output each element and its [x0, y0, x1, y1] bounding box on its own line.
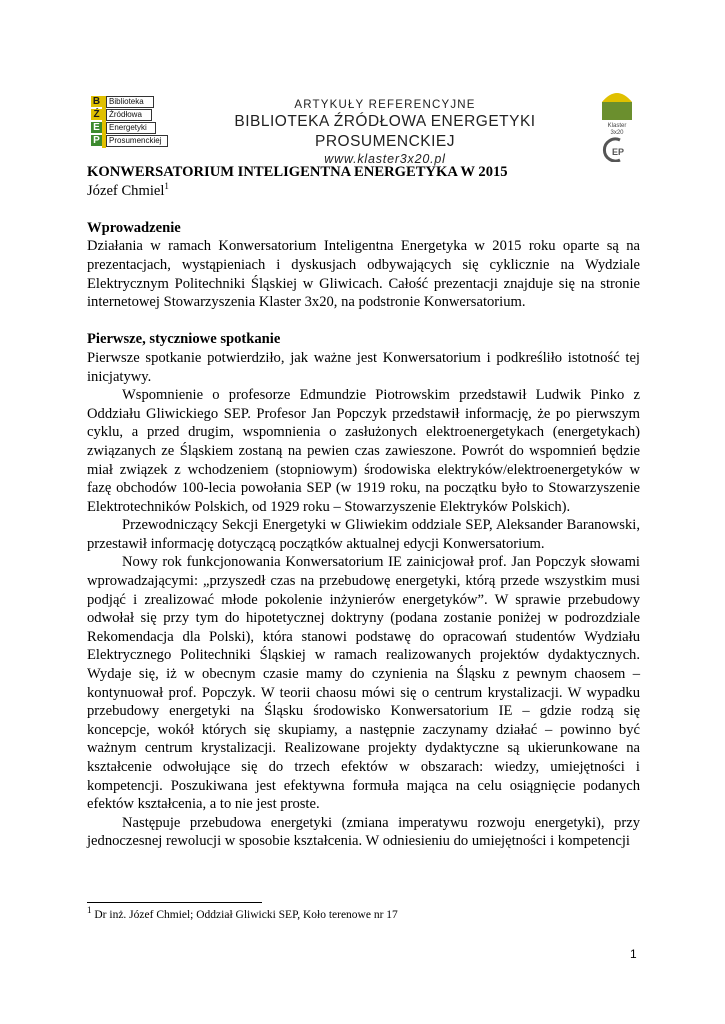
logo-row: [88, 122, 170, 133]
footnote-ref: 1: [164, 180, 169, 191]
header-website: www.klaster3x20.pl: [324, 152, 446, 166]
logo-letter: P: [91, 135, 102, 146]
logo-row: [88, 109, 170, 120]
logo-letter: E: [91, 122, 102, 133]
author-line: [87, 182, 640, 201]
ep-text: EP: [611, 147, 625, 157]
logo-word: Biblioteka: [106, 96, 154, 108]
footnote-text: Dr inż. Józef Chmiel; Oddział Gliwicki SEP, Koło terenowe nr 17: [91, 909, 398, 921]
section-heading: Pierwsze, styczniowe spotkanie: [87, 331, 281, 348]
header-line-1: ARTYKUŁY REFERENCYJNE: [294, 99, 476, 111]
author-name: Józef Chmiel: [87, 182, 165, 199]
klaster-logo: [600, 86, 634, 162]
footnote-marker: 1: [87, 905, 92, 916]
paragraph: Pierwsze spotkanie potwierdziło, jak ważne jest Konwersatorium i podkreśliło istotność tej inicjatywy.: [87, 349, 640, 385]
klaster-text: Klaster: [607, 123, 627, 129]
page-number: 1: [630, 947, 637, 961]
footnote-separator: [87, 902, 262, 903]
logo-word: Prosumenckiej: [106, 135, 168, 147]
page-header: [88, 92, 638, 166]
header-titles: [180, 92, 590, 167]
footnote: [87, 905, 398, 922]
bzep-logo: [88, 96, 170, 148]
header-line-2: BIBLIOTEKA ŹRÓDŁOWA ENERGETYKI PROSUMENCKIEJ: [234, 113, 536, 150]
document-body: [87, 163, 640, 851]
logo-letter: B: [92, 96, 101, 107]
paragraph: Nowy rok funkcjonowania Konwersatorium IE zainicjował prof. Jan Popczyk słowami wprowadzającymi: „przyszedł czas na przebudowę energetyki, którą przede wszystkim musi podjąć i zrealizować młode pokolenie inżynierów energetyków”. W sprawie przebudowy odwołał się przy tym do hipotetycznej doktryny (podana zostanie poniżej w podrozdziale Rekomendacja dla Polski), która stanowi podstawę do opracowań studentów Wydziału Elektrycznego Politechniki Śląskiej w ramach realizowanych projektów dydaktycznych. Wydaje się, iż w obecnym czasie mamy do czynienia na Śląsku z pewnym chaosem – kontynuował prof. Popczyk. W teorii chaosu mówi się o centrum krystalizacji. W wypadku przebudowy energetyki na Śląsku środowisko Konwersatorium IE – gdzie rodzą się koncepcje, wokół których się skupiamy, a następnie zaczynamy działać – powinno być ważnym centrum krystalizacji. Realizowane projekty dydaktyczne są ukierunkowane na kształcenie odwołujące się do trzech efektów w obszarach: wiedzy, umiejętności i kompetencji. Poszukiwana jest efektywna formuła mająca na celu osiągnięcie podanych efektów kształcenia, a to nie jest proste.: [87, 554, 640, 813]
section-heading: Wprowadzenie: [87, 219, 181, 236]
klaster-logo-icon: [600, 86, 634, 162]
document-title: KONWERSATORIUM INTELIGENTNA ENERGETYKA W 2015: [87, 164, 508, 180]
paragraph: Przewodniczący Sekcji Energetyki w Gliwiekim oddziale SEP, Aleksander Baranowski, przestawił informację dotyczącą początków aktualnej edycji Konwersatorium.: [87, 517, 640, 552]
paragraph: Wspomnienie o profesorze Edmundzie Piotrowskim przedstawił Ludwik Pinko z Oddziału Gliwickiego SEP. Profesor Jan Popczyk przedstawił informację, że po pierwszym cyklu, a przed drugim, wspomnienia o zasłużonych elektroenergetykach (energetykach) związanych ze Śląskiem zostaną na pewien czas zawieszone. Powrót do wspomnień będzie miał związek z wchodzeniem (stopniowym) środowiska elektryków/elektroenergetyków w fazę obchodów 100-lecia powołania SEP (w 1919 roku, na początku było to Stowarzyszenie Elektrotechników Polskich, od 1929 roku – Stowarzyszenie Elektryków Polskich).: [87, 387, 640, 515]
logo-row: [88, 135, 170, 146]
klaster-number: 3x20: [610, 130, 624, 136]
paragraph: Następuje przebudowa energetyki (zmiana imperatywu rozwoju energetyki), przy jednoczesnej rewolucji w sposobie kształcenia. W odniesieniu do umiejętności i kompetencji: [87, 814, 640, 850]
logo-word: Źródłowa: [106, 109, 152, 121]
paragraph: Działania w ramach Konwersatorium Inteligentna Energetyka w 2015 roku oparte są na prezentacjach, wystąpieniach i dyskusjach odbywających się cyklicznie na Wydziale Elektrycznym Politechniki Śląskiej w Gliwicach. Całość prezentacji znajduje się na stronie internetowej Stowarzyszenia Klaster 3x20, na podstronie Konwersatorium.: [87, 238, 640, 311]
logo-word: Energetyki: [106, 122, 156, 134]
logo-row: [88, 96, 170, 107]
logo-letter: Ź: [91, 109, 102, 120]
